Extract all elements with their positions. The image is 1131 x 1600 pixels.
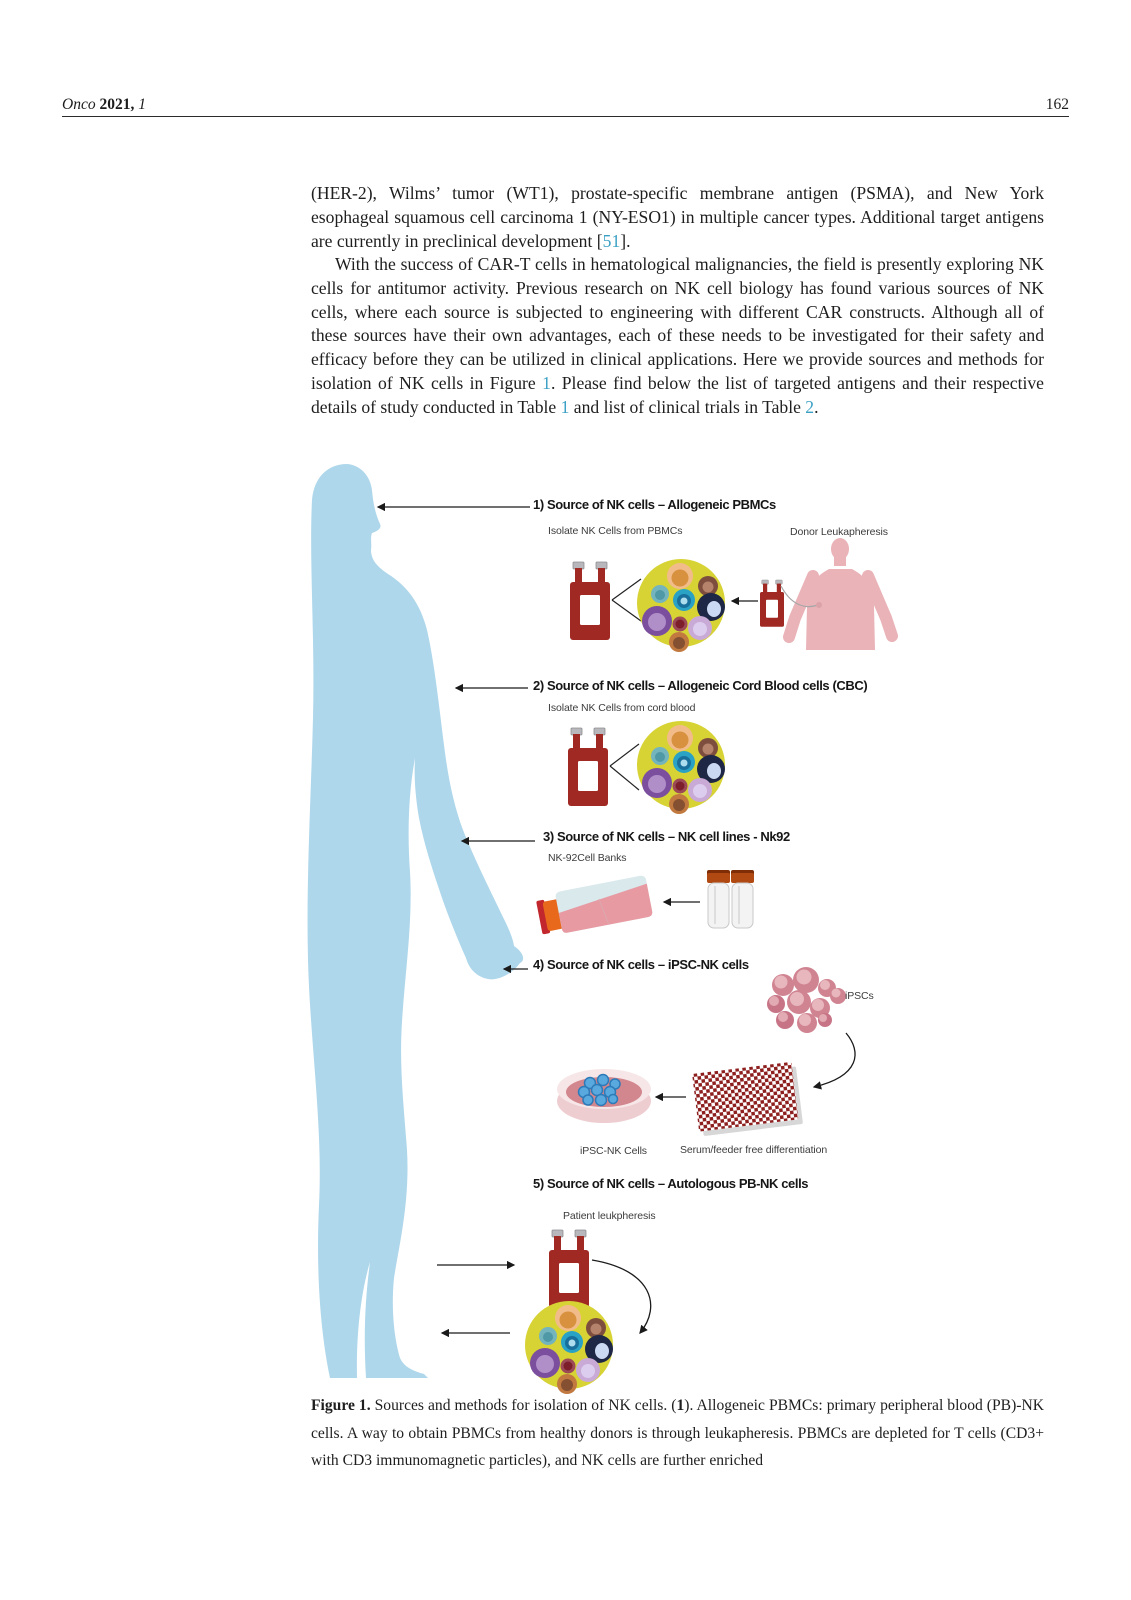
section2-title: 2) Source of NK cells – Allogeneic Cord Blood cells (CBC) (533, 678, 868, 693)
bag-to-cluster-lines (612, 579, 641, 621)
blood-bag-icon (570, 562, 610, 640)
ipscs-label: iPSCs (845, 990, 874, 1002)
ipsc-to-plate-curved-arrow (814, 1033, 855, 1087)
section5-title: 5) Source of NK cells – Autologous PB-NK cells (533, 1176, 809, 1191)
table-2-link[interactable]: 2 (805, 396, 815, 417)
culture-flask-icon (535, 875, 653, 938)
paragraph-2-text-c: and list of clinical trials in Table (569, 396, 806, 417)
donor-blood-bag-icon (760, 580, 784, 627)
cryovial-icon (707, 870, 730, 928)
donor-leukapheresis-label: Donor Leukapheresis (790, 526, 888, 538)
donor-figure-icon (781, 538, 892, 650)
journal-issue: 1 (138, 96, 146, 113)
paragraph-2-text-d: . (814, 396, 819, 417)
feeder-free-plate-icon (692, 1061, 803, 1136)
section1-title: 1) Source of NK cells – Allogeneic PBMCs (533, 497, 776, 512)
serum-feeder-free-label: Serum/feeder free differentiation (680, 1144, 828, 1156)
cord-blood-bag-icon (568, 728, 608, 806)
section2-sublabel: Isolate NK Cells from cord blood (548, 702, 696, 714)
section4-title: 4) Source of NK cells – iPSC-NK cells (533, 957, 749, 972)
paragraph-1-end: ]. (620, 230, 631, 251)
petri-dish-icon (557, 1069, 651, 1123)
figure-caption-label: Figure 1. (311, 1397, 371, 1414)
journal-year: 2021, (99, 96, 135, 113)
section3-title: 3) Source of NK cells – NK cell lines - Nk92 (543, 829, 790, 844)
figure-1-link[interactable]: 1 (542, 372, 551, 393)
body-silhouette (308, 464, 524, 1378)
citation-link-51[interactable]: 51 (602, 230, 621, 251)
journal-name: Onco (62, 96, 96, 113)
table-1-link[interactable]: 1 (560, 396, 570, 417)
paragraph-2-text-b: . Please find below the list of targeted antigens and their respective details of study conducted in Table (311, 372, 1044, 417)
ipsc-cluster-icon (767, 967, 846, 1033)
section5-sublabel: Patient leukpheresis (563, 1210, 656, 1222)
ipsc-nk-cells-label: iPSC-NK Cells (580, 1145, 647, 1157)
autologous-cluster-icon (525, 1301, 613, 1394)
bag-to-cluster-lines-2 (610, 744, 639, 790)
figure-caption-text-a: Sources and methods for isolation of NK cells. ( (370, 1397, 677, 1414)
page-number: 162 (1045, 96, 1069, 113)
section3-sublabel: NK-92Cell Banks (548, 852, 627, 864)
figure-caption-bold-1: 1 (676, 1397, 685, 1414)
figure-caption-text-b: ). Allogeneic PBMCs: primary peripheral blood (PB)-NK cells. A way to obtain PBMCs from healthy donors is through leukapheresis. PBMCs are depleted for T cells (CD3+ with CD3 immunomagnetic particles), and NK cells are further enriched (311, 1397, 1044, 1469)
figure-caption (311, 1392, 1044, 1475)
section1-sublabel: Isolate NK Cells from PBMCs (548, 525, 683, 537)
cord-blood-cluster-icon (637, 721, 725, 814)
pbmc-cluster-icon (637, 559, 725, 652)
paragraph-1-text: (HER-2), Wilms’ tumor (WT1), prostate-specific membrane antigen (PSMA), and New York esophageal squamous cell carcinoma 1 (NY-ESO1) in multiple cancer types. Additional target antigens are currently in preclinical development [ (311, 183, 1044, 251)
patient-blood-bag-icon (549, 1230, 589, 1308)
cryovial-icon (731, 870, 754, 928)
paragraph-2-text: With the success of CAR-T cells in hematological malignancies, the field is presently exploring NK cells for antitumor activity. Previous research on NK cell biology has found various sources of NK cells, where each source is subjected to engineering with different CAR constructs. Although all of these sources have their own advantages, each of these needs to be investigated for their safety and efficacy before they can be utilized in clinical applications. Here we provide sources and methods for isolation of NK cells in Figure (311, 254, 1044, 393)
